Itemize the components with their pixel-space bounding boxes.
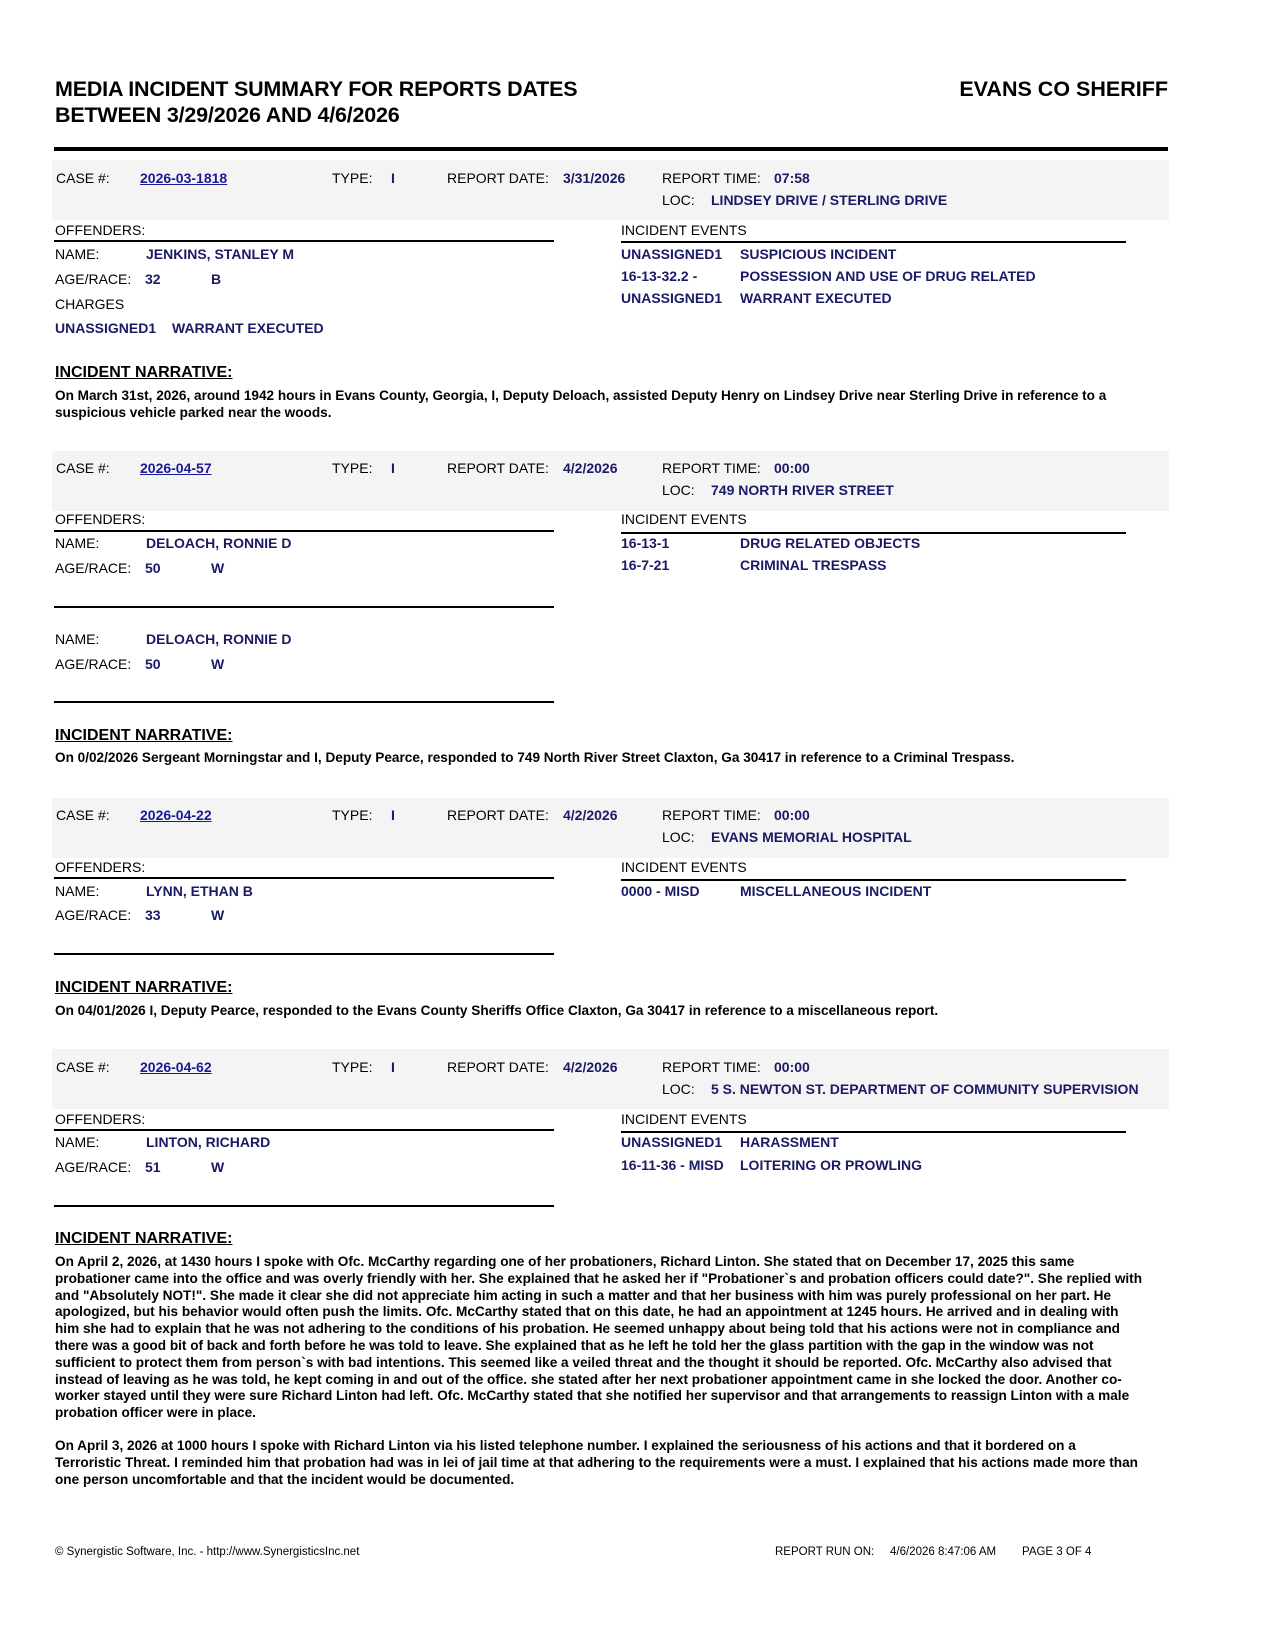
event-code: UNASSIGNED1 (621, 1134, 723, 1150)
report-date-label: REPORT DATE: (447, 460, 549, 476)
offender-age: 51 (145, 1159, 161, 1175)
event-code: 16-7-21 (621, 557, 670, 573)
narrative-text (55, 388, 1145, 438)
type-value: I (391, 1059, 395, 1075)
offender-divider (54, 701, 554, 703)
report-time-label: REPORT TIME: (662, 460, 761, 476)
report-date-value: 4/2/2026 (563, 807, 618, 823)
case-header-band (52, 160, 1169, 220)
case-number-label: CASE #: (56, 460, 110, 476)
report-time-value: 00:00 (774, 1059, 810, 1075)
offender-name: LYNN, ETHAN B (146, 883, 253, 899)
report-date-label: REPORT DATE: (447, 170, 549, 186)
event-description: CRIMINAL TRESPASS (740, 557, 887, 573)
page-number: PAGE 3 OF 4 (1022, 1546, 1092, 1558)
report-time-label: REPORT TIME: (662, 170, 761, 186)
event-code: UNASSIGNED1 (621, 290, 723, 306)
narrative-paragraph: On April 3, 2026 at 1000 hours I spoke with Richard Linton via his listed telephone number. I explained the seriousness of his actions and that it bordered on a Terroristic Threat. I reminded him that probation had was in lei of jail time at that adhering to the requirements were a must. I explained that his actions made more than one person uncomfortable and that the incident would be documented. (55, 1437, 1138, 1487)
report-time-value: 07:58 (774, 170, 810, 186)
narrative-text (55, 1254, 1145, 1504)
offender-race: W (211, 656, 225, 672)
incident-events-heading: INCIDENT EVENTS (621, 511, 747, 527)
event-code: 0000 - MISD (621, 883, 700, 899)
event-code: 16-13-1 (621, 535, 670, 551)
offender-race: W (211, 560, 225, 576)
report-time-label: REPORT TIME: (662, 1059, 761, 1075)
incident-events-heading: INCIDENT EVENTS (621, 1111, 747, 1127)
incident-events-divider (621, 1131, 1126, 1133)
report-time-label: REPORT TIME: (662, 807, 761, 823)
offenders-heading: OFFENDERS: (55, 1111, 146, 1127)
charge-description: WARRANT EXECUTED (172, 320, 324, 336)
incident-events-heading: INCIDENT EVENTS (621, 222, 747, 238)
case-number-link[interactable]: 2026-04-57 (140, 460, 212, 476)
offender-name-label: NAME: (55, 1134, 100, 1150)
narrative-paragraph: On 0/02/2026 Sergeant Morningstar and I, Deputy Pearce, responded to 749 North River Street Claxton, Ga 30417 in reference to a Criminal Trespass. (55, 750, 1015, 765)
offenders-divider (54, 877, 554, 879)
type-label: TYPE: (332, 1059, 373, 1075)
charges-heading: CHARGES (55, 296, 125, 312)
report-title-line1: MEDIA INCIDENT SUMMARY FOR REPORTS DATES (55, 77, 578, 101)
footer-copyright: © Synergistic Software, Inc. - http://www.SynergisticsInc.net (55, 1546, 360, 1558)
incident-events-divider (621, 879, 1126, 881)
type-value: I (391, 460, 395, 476)
report-title-line2: BETWEEN 3/29/2026 AND 4/6/2026 (55, 103, 400, 127)
case-header-band (52, 1049, 1169, 1109)
event-description: HARASSMENT (740, 1134, 839, 1150)
offender-divider (54, 606, 554, 608)
offender-name-label: NAME: (55, 246, 100, 262)
type-label: TYPE: (332, 170, 373, 186)
offenders-divider (54, 240, 554, 242)
event-description: LOITERING OR PROWLING (740, 1157, 922, 1173)
offenders-divider (54, 530, 554, 532)
type-value: I (391, 807, 395, 823)
event-code: 16-13-32.2 - (621, 268, 698, 284)
location-value: EVANS MEMORIAL HOSPITAL (711, 829, 912, 845)
location-value: 5 S. NEWTON ST. DEPARTMENT OF COMMUNITY SUPERVISION (711, 1081, 1139, 1097)
offender-name: JENKINS, STANLEY M (146, 246, 295, 262)
offenders-heading: OFFENDERS: (55, 222, 146, 238)
location-label: LOC: (662, 482, 695, 498)
event-description: POSSESSION AND USE OF DRUG RELATED (740, 268, 1036, 284)
event-code: UNASSIGNED1 (621, 246, 723, 262)
offender-age-race-label: AGE/RACE: (55, 560, 132, 576)
offender-name-label: NAME: (55, 883, 100, 899)
type-value: I (391, 170, 395, 186)
narrative-heading: INCIDENT NARRATIVE: (55, 1230, 233, 1247)
event-description: WARRANT EXECUTED (740, 290, 892, 306)
narrative-paragraph: On April 2, 2026, at 1430 hours I spoke with Ofc. McCarthy regarding one of her probationers, Richard Linton. She stated that on December 17, 2025 this same probationer came into the office and was overly friendly with her. She explained that he asked her if "Probationer`s and probation officers could date?". She replied with and "Absolutely NOT!". She made it clear she did not appreciate him acting in such a matter and that her business with him was purely professional on her part. He apologized, but his behavior would often push the limits. Ofc. McCarthy stated that on this date, he had an appointment at 1245 hours. He arrived and in dealing with him she had to explain that he was not adhering to the conditions of his probation. He seemed unhappy about being told that his actions were not in compliance and there was a good bit of back and forth before he was told to leave. She explained that as he left he told her the glass partition with the gap in the window was not sufficient to protect them from person`s with bad intentions. This seemed like a veiled threat and the thought it should be reported. Ofc. McCarthy also advised that instead of leaving as he was told, he kept coming in and out of the office. she stated after her next probationer appointment came in she locked the door. Another co-worker stayed until they were sure Richard Linton had left. Ofc. McCarthy stated that she notified her supervisor and that arrangements to reassign Linton with a male probation officer were in place. (55, 1254, 1143, 1421)
report-date-value: 4/2/2026 (563, 1059, 618, 1075)
incident-events-heading: INCIDENT EVENTS (621, 859, 747, 875)
narrative-text (55, 750, 1145, 783)
offender-name: DELOACH, RONNIE D (146, 631, 292, 647)
report-run-value: 4/6/2026 8:47:06 AM (890, 1546, 997, 1558)
report-title (55, 76, 577, 128)
agency-name: EVANS CO SHERIFF (959, 77, 1168, 101)
offender-age: 33 (145, 907, 161, 923)
offender-name: LINTON, RICHARD (146, 1134, 271, 1150)
narrative-paragraph: On March 31st, 2026, around 1942 hours in Evans County, Georgia, I, Deputy Deloach, assisted Deputy Henry on Lindsey Drive near Sterling Drive in reference to a suspicious vehicle parked near the woods. (55, 388, 1107, 420)
event-code: 16-11-36 - MISD (621, 1157, 724, 1173)
case-number-link[interactable]: 2026-03-1818 (140, 170, 228, 186)
offender-age-race-label: AGE/RACE: (55, 656, 132, 672)
case-number-link[interactable]: 2026-04-22 (140, 807, 212, 823)
event-description: DRUG RELATED OBJECTS (740, 535, 921, 551)
report-run-label: REPORT RUN ON: (775, 1546, 875, 1558)
header-divider (54, 147, 1168, 151)
offender-age: 50 (145, 656, 161, 672)
report-date-value: 3/31/2026 (563, 170, 626, 186)
location-value: LINDSEY DRIVE / STERLING DRIVE (711, 192, 948, 208)
report-date-value: 4/2/2026 (563, 460, 618, 476)
charge-code: UNASSIGNED1 (55, 320, 157, 336)
offender-name-label: NAME: (55, 631, 100, 647)
offender-race: W (211, 1159, 225, 1175)
event-description: SUSPICIOUS INCIDENT (740, 246, 897, 262)
narrative-heading: INCIDENT NARRATIVE: (55, 727, 233, 744)
type-label: TYPE: (332, 460, 373, 476)
offender-age-race-label: AGE/RACE: (55, 1159, 132, 1175)
report-time-value: 00:00 (774, 460, 810, 476)
location-value: 749 NORTH RIVER STREET (711, 482, 894, 498)
offender-age: 32 (145, 271, 161, 287)
location-label: LOC: (662, 1081, 695, 1097)
case-number-link[interactable]: 2026-04-62 (140, 1059, 212, 1075)
type-label: TYPE: (332, 807, 373, 823)
offenders-heading: OFFENDERS: (55, 511, 146, 527)
offenders-divider (54, 1129, 554, 1131)
location-label: LOC: (662, 829, 695, 845)
offender-name-label: NAME: (55, 535, 100, 551)
offender-race: W (211, 907, 225, 923)
narrative-text (55, 1003, 1145, 1036)
offender-age-race-label: AGE/RACE: (55, 907, 132, 923)
event-description: MISCELLANEOUS INCIDENT (740, 883, 932, 899)
case-number-label: CASE #: (56, 1059, 110, 1075)
case-number-label: CASE #: (56, 807, 110, 823)
case-number-label: CASE #: (56, 170, 110, 186)
narrative-heading: INCIDENT NARRATIVE: (55, 979, 233, 996)
offender-name: DELOACH, RONNIE D (146, 535, 292, 551)
incident-events-divider (621, 532, 1126, 534)
narrative-heading: INCIDENT NARRATIVE: (55, 364, 233, 381)
report-date-label: REPORT DATE: (447, 1059, 549, 1075)
location-label: LOC: (662, 192, 695, 208)
incident-events-divider (621, 241, 1126, 243)
report-date-label: REPORT DATE: (447, 807, 549, 823)
report-time-value: 00:00 (774, 807, 810, 823)
offender-age-race-label: AGE/RACE: (55, 271, 132, 287)
offender-divider (54, 953, 554, 955)
offenders-heading: OFFENDERS: (55, 859, 146, 875)
offender-race: B (211, 271, 222, 287)
offender-divider (54, 1205, 554, 1207)
narrative-paragraph: On 04/01/2026 I, Deputy Pearce, responded to the Evans County Sheriffs Office Claxton, Ga 30417 in reference to a miscellaneous report. (55, 1003, 939, 1018)
offender-age: 50 (145, 560, 161, 576)
